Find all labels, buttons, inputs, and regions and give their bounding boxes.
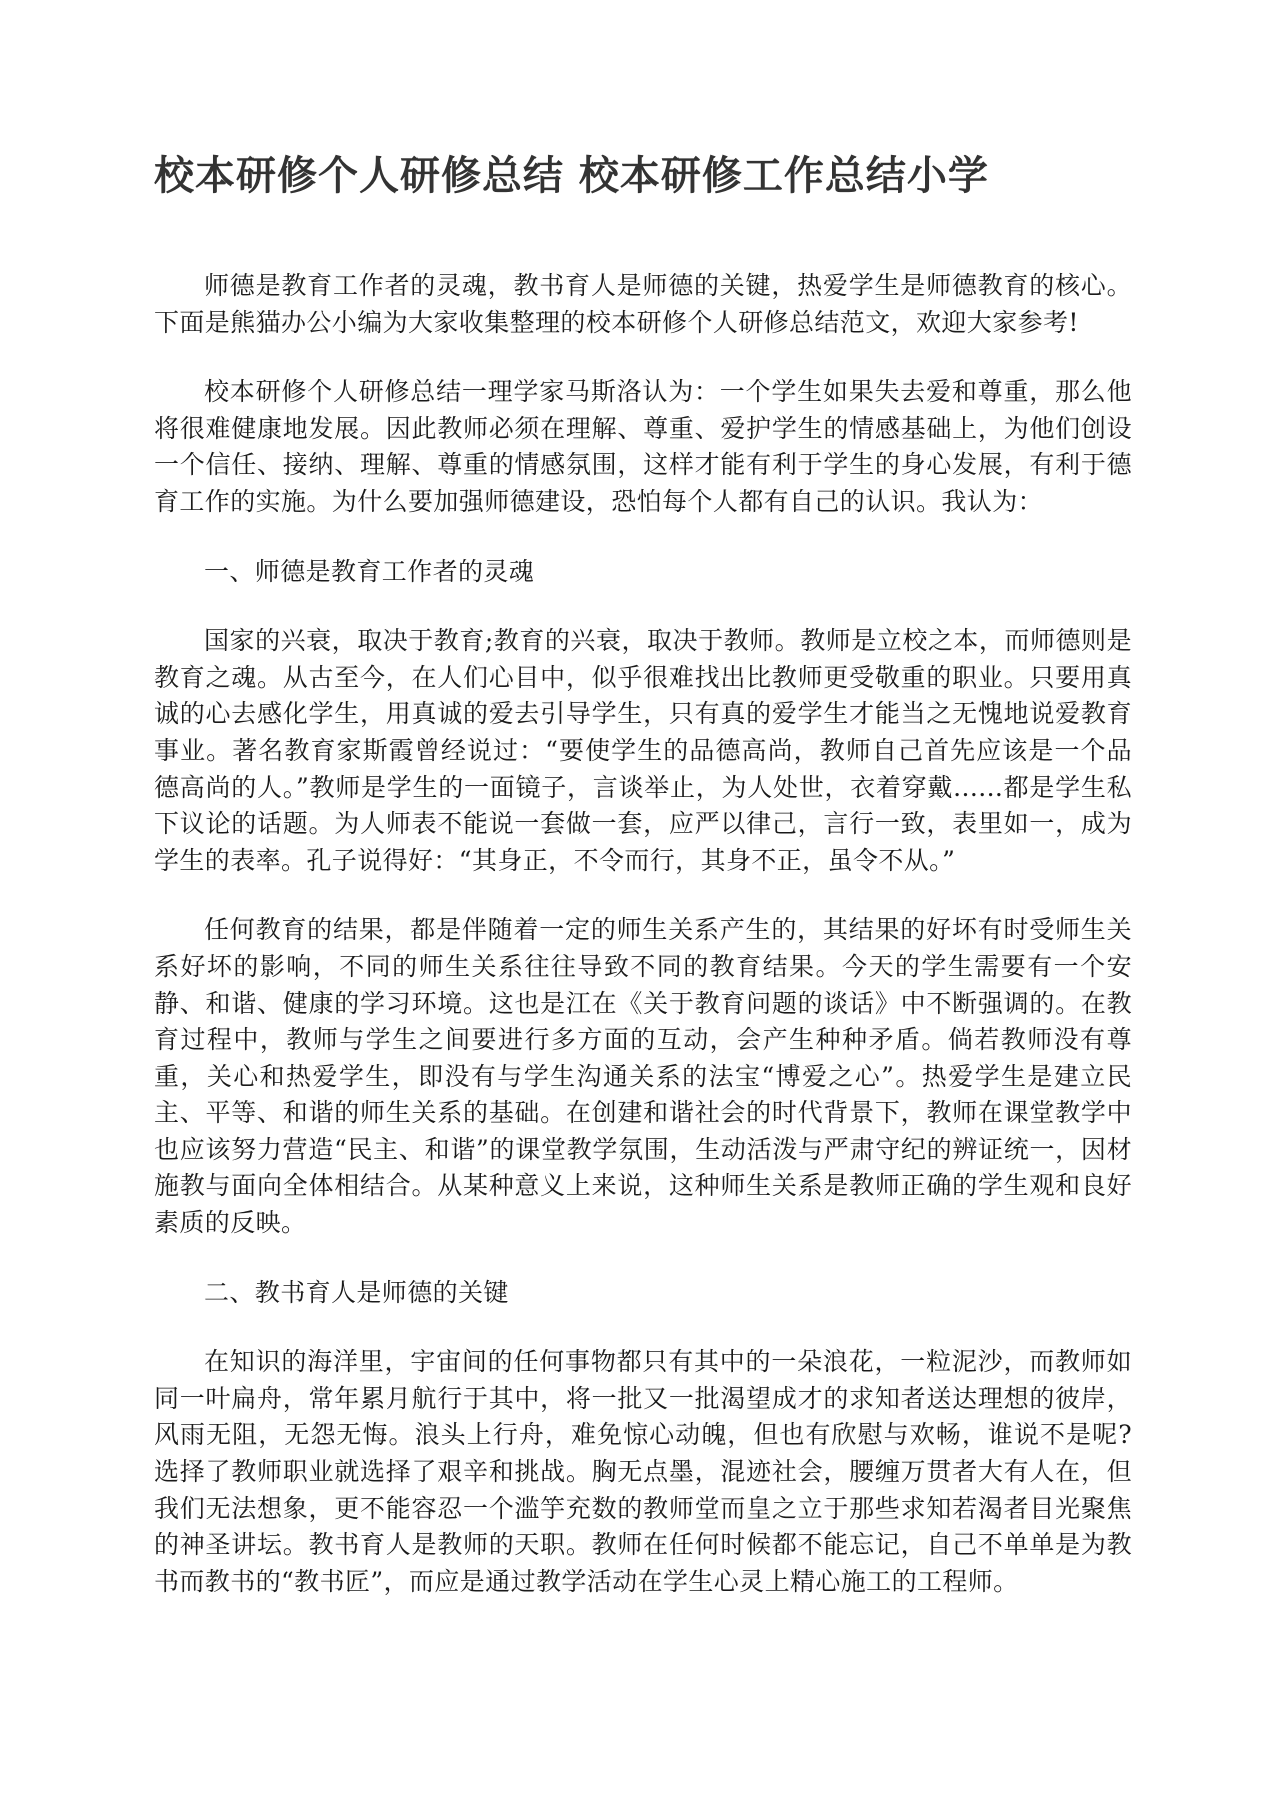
document-page [154, 148, 1132, 1633]
section-heading-1: 一、师德是教育工作者的灵魂 [204, 556, 535, 586]
body-paragraph-4: 在知识的海洋里，宇宙间的任何事物都只有其中的一朵浪花，一粒泥沙，而教师如同一叶扁舟，常年累月航行于其中，将一批又一批渴望成才的求知者送达理想的彼岸，风雨无阻，无怨无悔。浪头上行舟，难免惊心动魄，但也有欣慰与欢畅，谁说不是呢?选择了教师职业就选择了艰辛和挑战。胸无点墨，混迹社会，腰缠万贯者大有人在，但我们无法想象，更不能容忍一个滥竽充数的教师堂而皇之立于那些求知若渴者目光聚焦的神圣讲坛。教书育人是教师的天职。教师在任何时候都不能忘记，自己不单单是为教书而教书的“教书匠”，而应是通过教学活动在学生心灵上精心施工的工程师。 [154, 1347, 1132, 1596]
body-paragraph-2: 国家的兴衰，取决于教育;教育的兴衰，取决于教师。教师是立校之本，而师德则是教育之魂。从古至今，在人们心目中，似乎很难找出比教师更受敬重的职业。只要用真诚的心去感化学生，用真诚的爱去引导学生，只有真的爱学生才能当之无愧地说爱教育事业。著名教育家斯霞曾经说过：“要使学生的品德高尚，教师自己首先应该是一个品德高尚的人。”教师是学生的一面镜子，言谈举止，为人处世，衣着穿戴......都是学生私下议论的话题。为人师表不能说一套做一套，应严以律己，言行一致，表里如一，成为学生的表率。孔子说得好：“其身正，不令而行，其身不正，虽令不从。” [154, 626, 1132, 875]
body-paragraph-1: 校本研修个人研修总结一理学家马斯洛认为：一个学生如果失去爱和尊重，那么他将很难健康地发展。因此教师必须在理解、尊重、爱护学生的情感基础上，为他们创设一个信任、接纳、理解、尊重的情感氛围，这样才能有利于学生的身心发展，有利于德育工作的实施。为什么要加强师德建设，恐怕每个人都有自己的认识。我认为： [154, 377, 1132, 516]
document-title: 校本研修个人研修总结 校本研修工作总结小学 [154, 153, 989, 199]
intro-paragraph: 师德是教育工作者的灵魂，教书育人是师德的关键，热爱学生是师德教育的核心。下面是熊猫办公小编为大家收集整理的校本研修个人研修总结范文，欢迎大家参考! [154, 271, 1132, 337]
section-heading-2: 二、教书育人是师德的关键 [204, 1277, 509, 1307]
body-paragraph-3: 任何教育的结果，都是伴随着一定的师生关系产生的，其结果的好坏有时受师生关系好坏的影响，不同的师生关系往往导致不同的教育结果。今天的学生需要有一个安静、和谐、健康的学习环境。这也是江在《关于教育问题的谈话》中不断强调的。在教育过程中，教师与学生之间要进行多方面的互动，会产生种种矛盾。倘若教师没有尊重，关心和热爱学生，即没有与学生沟通关系的法宝“博爱之心”。热爱学生是建立民主、平等、和谐的师生关系的基础。在创建和谐社会的时代背景下，教师在课堂教学中也应该努力营造“民主、和谐”的课堂教学氛围，生动活泼与严肃守纪的辨证统一，因材施教与面向全体相结合。从某种意义上来说，这种师生关系是教师正确的学生观和良好素质的反映。 [154, 915, 1132, 1238]
